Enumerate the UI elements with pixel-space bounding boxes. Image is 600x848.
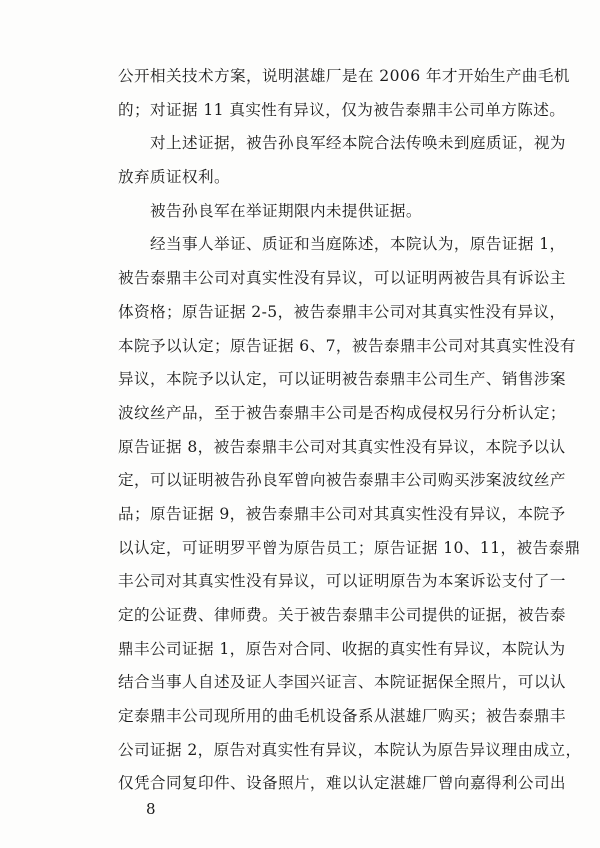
text-line: 放弃质证权利。 bbox=[118, 168, 230, 187]
text-line: 本院予以认定；原告证据 6、7，被告泰鼎丰公司对其真实性没有 bbox=[118, 336, 576, 355]
text-line: 公司证据 2，原告对真实性有异议，本院认为原告异议理由成立， bbox=[118, 740, 582, 759]
text-line: 定的公证费、律师费。关于被告泰鼎丰公司提供的证据，被告泰 bbox=[118, 606, 566, 624]
text-line: 原告证据 8，被告泰鼎丰公司对其真实性没有异议，本院予以认 bbox=[118, 437, 566, 456]
text-line: 对上述证据，被告孙良军经本院合法传唤未到庭质证，视为 bbox=[150, 134, 566, 153]
text-line: 波纹丝产品，至于被告泰鼎丰公司是否构成侵权另行分析认定； bbox=[118, 403, 566, 422]
text-line: 公开相关技术方案，说明湛雄厂是在 2006 年才开始生产曲毛机 bbox=[118, 67, 570, 85]
text-line: 体资格；原告证据 2-5，被告泰鼎丰公司对其真实性没有异议， bbox=[118, 302, 566, 321]
text-line: 定泰鼎丰公司现所用的曲毛机设备系从湛雄厂购买；被告泰鼎丰 bbox=[118, 707, 566, 726]
text-line: 仅凭合同复印件、设备照片，难以认定湛雄厂曾向嘉得利公司出 bbox=[118, 774, 566, 793]
text-line: 异议，本院予以认定，可以证明被告泰鼎丰公司生产、销售涉案 bbox=[118, 370, 566, 389]
text-line: 丰公司对其真实性没有异议，可以证明原告为本案诉讼支付了一 bbox=[118, 572, 566, 591]
text-line: 以认定，可证明罗平曾为原告员工；原告证据 10、11，被告泰鼎 bbox=[118, 538, 581, 557]
document-body bbox=[118, 60, 582, 801]
text-line: 经当事人举证、质证和当庭陈述，本院认为，原告证据 1， bbox=[150, 235, 566, 254]
text-line: 被告孙良军在举证期限内未提供证据。 bbox=[150, 201, 422, 220]
text-line: 被告泰鼎丰公司对真实性没有异议，可以证明两被告具有诉讼主 bbox=[118, 269, 566, 288]
text-line: 鼎丰公司证据 1，原告对合同、收据的真实性有异议，本院认为 bbox=[118, 639, 566, 658]
text-line: 定，可以证明被告孙良军曾向被告泰鼎丰公司购买涉案波纹丝产 bbox=[118, 471, 566, 490]
text-line: 的；对证据 11 真实性有异议，仅为被告泰鼎丰公司单方陈述。 bbox=[118, 100, 566, 119]
text-line: 品；原告证据 9，被告泰鼎丰公司对其真实性没有异议，本院予 bbox=[118, 504, 566, 523]
text-line: 结合当事人自述及证人李国兴证言、本院证据保全照片，可以认 bbox=[118, 673, 566, 692]
page-number: 8 bbox=[146, 800, 156, 818]
